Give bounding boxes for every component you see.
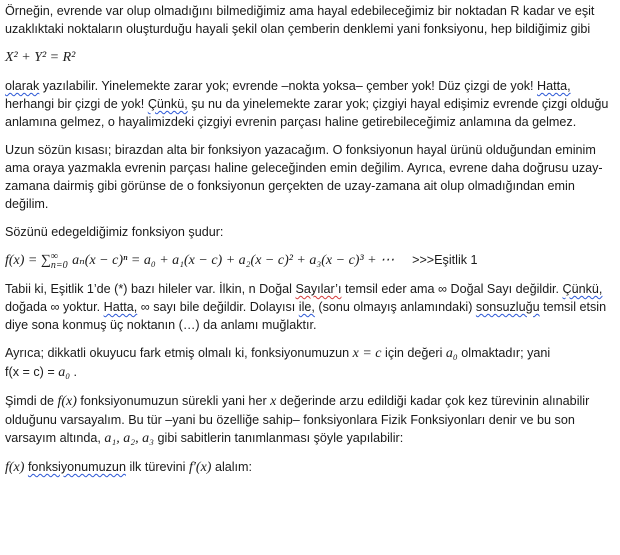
spellcheck-word: Sayılar’ı — [295, 282, 342, 296]
spellcheck-word: ile, — [298, 300, 315, 314]
text-run: . — [70, 365, 78, 379]
paragraph-function-intro: Sözünü edegeldiğimiz fonksiyon şudur: — [5, 225, 224, 239]
spellcheck-word: sonsuzluğu — [475, 300, 540, 314]
paragraph-differentiable — [5, 392, 615, 448]
text-run: herhangi bir çizgi de yok! — [5, 97, 148, 111]
text-run: ilk türevini — [125, 460, 189, 474]
series-body: aₙ(x − c)ⁿ = a₀ + a₁(x − c) + a₂(x − c)² + a₃(x − c)³ + ⋯ — [68, 253, 395, 268]
inline-math: a₀ — [445, 346, 458, 361]
text-run: şu nu da yinelemekte zarar yok; çizgiyi hayal edişimiz evrende çizgi olduğu anlamına gelmez, o hayalimizdeki çizgiyi evrenin parçası haline getirebileceğimiz anlamına da gelmez. — [5, 97, 609, 129]
spellcheck-word: fonksiyonumuzun — [27, 460, 126, 474]
text-run: olmaktadır; yani — [457, 346, 551, 360]
text-run: değerinde arzu edildiği kadar çok kez türevinin alınabilir olduğunu varsayalım. Bu tür –yani bu özelliğe sahip– fonksiyonlara Fizik Fonksiyonları denir ve bu son varsayım altında, — [5, 394, 590, 445]
text-run: gibi sabitlerin tanımlanması şöyle yapılabilir: — [154, 431, 404, 445]
paragraph-value-at-c — [5, 344, 615, 382]
sum-symbol: ∑ — [40, 253, 51, 268]
text-run: temsil etsin diye sona konmuş üç noktanın (…) da anlamı muğlaktır. — [5, 300, 607, 332]
paragraph-intro: Örneğin, evrende var olup olmadığını bilmediğimiz ama hayal edebileceğimiz bir noktadan R kadar ve eşit uzaklıktaki noktaların oluşturduğu hayali şekil olan çemberin denklemi yani fonksiyonu, hep bildiğimiz gibi — [5, 4, 595, 36]
text-run: için değeri — [381, 346, 446, 360]
inline-math: x — [270, 394, 277, 409]
inline-math: f′(x) — [188, 460, 212, 475]
spellcheck-word: olarak — [5, 79, 40, 93]
spellcheck-word: Hatta, — [537, 79, 571, 93]
circle-equation-text: X² + Y² = R² — [5, 50, 76, 65]
text-run: Ayrıca; dikkatli okuyucu fark etmiş olmalı ki, fonksiyonumuzun — [5, 346, 353, 360]
text-run: temsil eder ama ∞ Doğal Sayı değildir. — [341, 282, 563, 296]
equation-label: >>>Eşitlik 1 — [412, 253, 478, 267]
text-run: Tabii ki, Eşitlik 1’de (*) bazı hileler var. İlkin, n Doğal — [5, 282, 296, 296]
text-run: fonksiyonumuzun sürekli yani her — [76, 394, 271, 408]
sum-lower: n=0 — [50, 259, 68, 271]
inline-math: f(x) — [5, 460, 25, 475]
text-run: doğada ∞ yoktur. — [5, 300, 104, 314]
text-run: f(x = c) = — [5, 365, 59, 379]
equation-circle — [5, 48, 615, 67]
inline-math: f(x) — [57, 394, 77, 409]
equation-series — [5, 251, 615, 270]
text-run: ∞ sayı bile değildir. Dolayısı — [137, 300, 299, 314]
text-run: yazılabilir. Yinelemekte zarar yok; evrende –nokta yoksa– çember yok! Düz çizgi de yok! — [39, 79, 537, 93]
text-run: (sonu olmayış anlamındaki) — [314, 300, 476, 314]
sum-upper: ∞ — [50, 250, 58, 262]
inline-math: x = c — [352, 346, 382, 361]
series-lhs: f(x) = — [5, 253, 41, 268]
paragraph-no-circle — [5, 77, 615, 131]
text-run: alalım: — [211, 460, 253, 474]
text-run: Şimdi de — [5, 394, 58, 408]
spellcheck-word: Hatta, — [103, 300, 138, 314]
inline-math: a₀ — [58, 365, 71, 380]
spellcheck-word: Çünkü, — [147, 97, 188, 111]
paragraph-summary: Uzun sözün kısası; birazdan alta bir fonksiyon yazacağım. O fonksiyonun hayal ürünü olduğundan eminim ama oraya yazmakla evrenin parçası haline geleceğinden emin değilim. Ayrıca, evrene daha doğrusu uzay-zamana dairmiş gibi görünse de o fonksiyonun gerçekten de uzay-zamana ait olup olmadığından emin değilim. — [5, 143, 603, 211]
inline-math: a₁, a₂, a₃ — [104, 431, 155, 446]
paragraph-first-derivative — [5, 458, 615, 477]
paragraph-tricks — [5, 280, 615, 334]
spellcheck-word: Çünkü, — [562, 282, 603, 296]
